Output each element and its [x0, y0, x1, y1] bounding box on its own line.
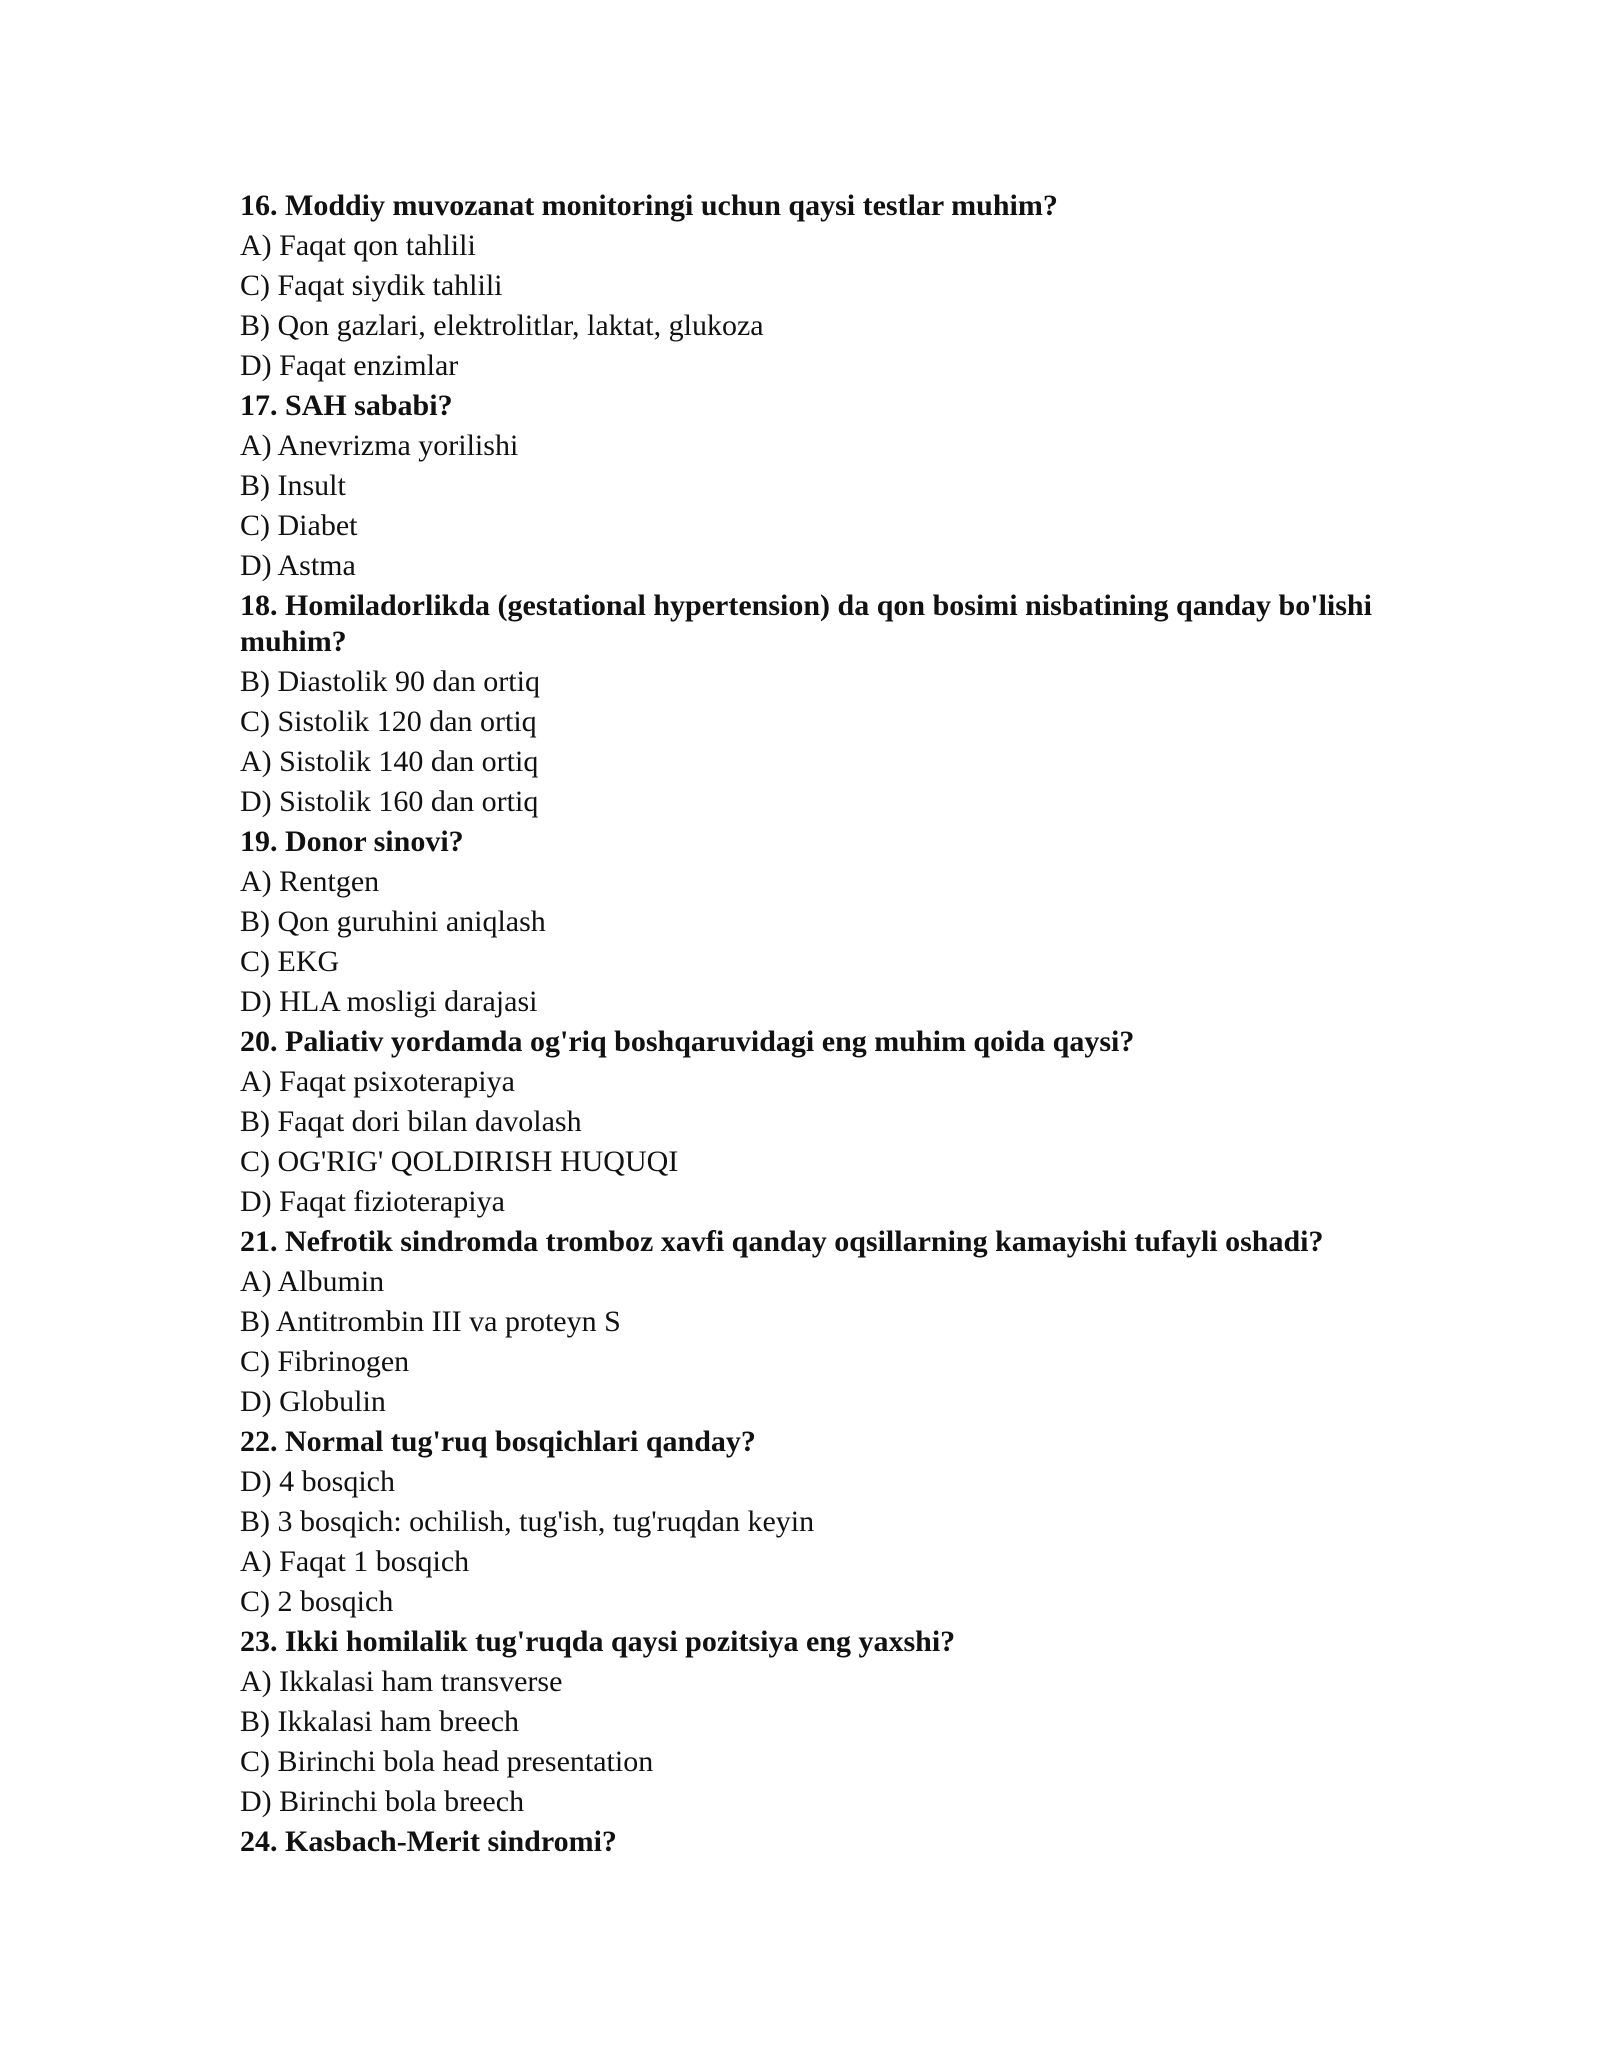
- answer-option: C) 2 bosqich: [240, 1585, 394, 1618]
- answer-option: C) Diabet: [240, 509, 358, 542]
- answer-option: B) Diastolik 90 dan ortiq: [240, 665, 540, 698]
- document-page: [240, 186, 1420, 1862]
- answer-option: A) Faqat psixoterapiya: [240, 1065, 515, 1098]
- answer-option: A) Faqat 1 bosqich: [240, 1545, 470, 1578]
- answer-option: C) Sistolik 120 dan ortiq: [240, 705, 537, 738]
- question-title: 17. SAH sababi?: [240, 389, 453, 422]
- question-title: 23. Ikki homilalik tug'ruqda qaysi pozitsiya eng yaxshi?: [240, 1625, 956, 1658]
- answer-option: C) Birinchi bola head presentation: [240, 1745, 654, 1778]
- answer-option: B) 3 bosqich: ochilish, tug'ish, tug'ruqdan keyin: [240, 1505, 815, 1538]
- question-16: [240, 186, 1420, 386]
- answer-option: B) Ikkalasi ham breech: [240, 1705, 520, 1738]
- answer-option: A) Ikkalasi ham transverse: [240, 1665, 563, 1698]
- question-23: [240, 1622, 1420, 1822]
- answer-option: C) EKG: [240, 945, 340, 978]
- answer-option: A) Rentgen: [240, 865, 380, 898]
- answer-option: D) Faqat fizioterapiya: [240, 1185, 505, 1218]
- answer-option: D) Faqat enzimlar: [240, 349, 459, 382]
- question-title: 20. Paliativ yordamda og'riq boshqaruvidagi eng muhim qoida qaysi?: [240, 1025, 1135, 1058]
- answer-option: D) Astma: [240, 549, 356, 582]
- answer-option: C) Faqat siydik tahlili: [240, 269, 503, 302]
- answer-option: D) Sistolik 160 dan ortiq: [240, 785, 539, 818]
- question-title: 16. Moddiy muvozanat monitoringi uchun qaysi testlar muhim?: [240, 189, 1058, 222]
- question-21: [240, 1222, 1420, 1422]
- answer-option: C) OG'RIG' QOLDIRISH HUQUQI: [240, 1145, 679, 1178]
- question-title: 19. Donor sinovi?: [240, 825, 464, 858]
- question-17: [240, 386, 1420, 586]
- question-title: 22. Normal tug'ruq bosqichlari qanday?: [240, 1425, 756, 1458]
- answer-option: A) Sistolik 140 dan ortiq: [240, 745, 539, 778]
- answer-option: D) Birinchi bola breech: [240, 1785, 525, 1818]
- answer-option: B) Faqat dori bilan davolash: [240, 1105, 582, 1138]
- answer-option: B) Insult: [240, 469, 346, 502]
- answer-option: D) HLA mosligi darajasi: [240, 985, 538, 1018]
- answer-option: B) Qon gazlari, elektrolitlar, laktat, glukoza: [240, 309, 764, 342]
- answer-option: C) Fibrinogen: [240, 1345, 410, 1378]
- question-24: [240, 1822, 1420, 1862]
- answer-option: B) Qon guruhini aniqlash: [240, 905, 546, 938]
- answer-option: A) Anevrizma yorilishi: [240, 429, 519, 462]
- question-title: 24. Kasbach-Merit sindromi?: [240, 1825, 617, 1858]
- question-18: [240, 586, 1420, 822]
- question-20: [240, 1022, 1420, 1222]
- answer-option: A) Albumin: [240, 1265, 385, 1298]
- question-title: 18. Homiladorlikda (gestational hypertension) da qon bosimi nisbatining qanday bo'lishi muhim?: [240, 589, 1372, 658]
- answer-option: A) Faqat qon tahlili: [240, 229, 476, 262]
- question-19: [240, 822, 1420, 1022]
- question-22: [240, 1422, 1420, 1622]
- answer-option: B) Antitrombin III va proteyn S: [240, 1305, 621, 1338]
- answer-option: D) Globulin: [240, 1385, 386, 1418]
- question-title: 21. Nefrotik sindromda tromboz xavfi qanday oqsillarning kamayishi tufayli oshadi?: [240, 1225, 1324, 1258]
- answer-option: D) 4 bosqich: [240, 1465, 395, 1498]
